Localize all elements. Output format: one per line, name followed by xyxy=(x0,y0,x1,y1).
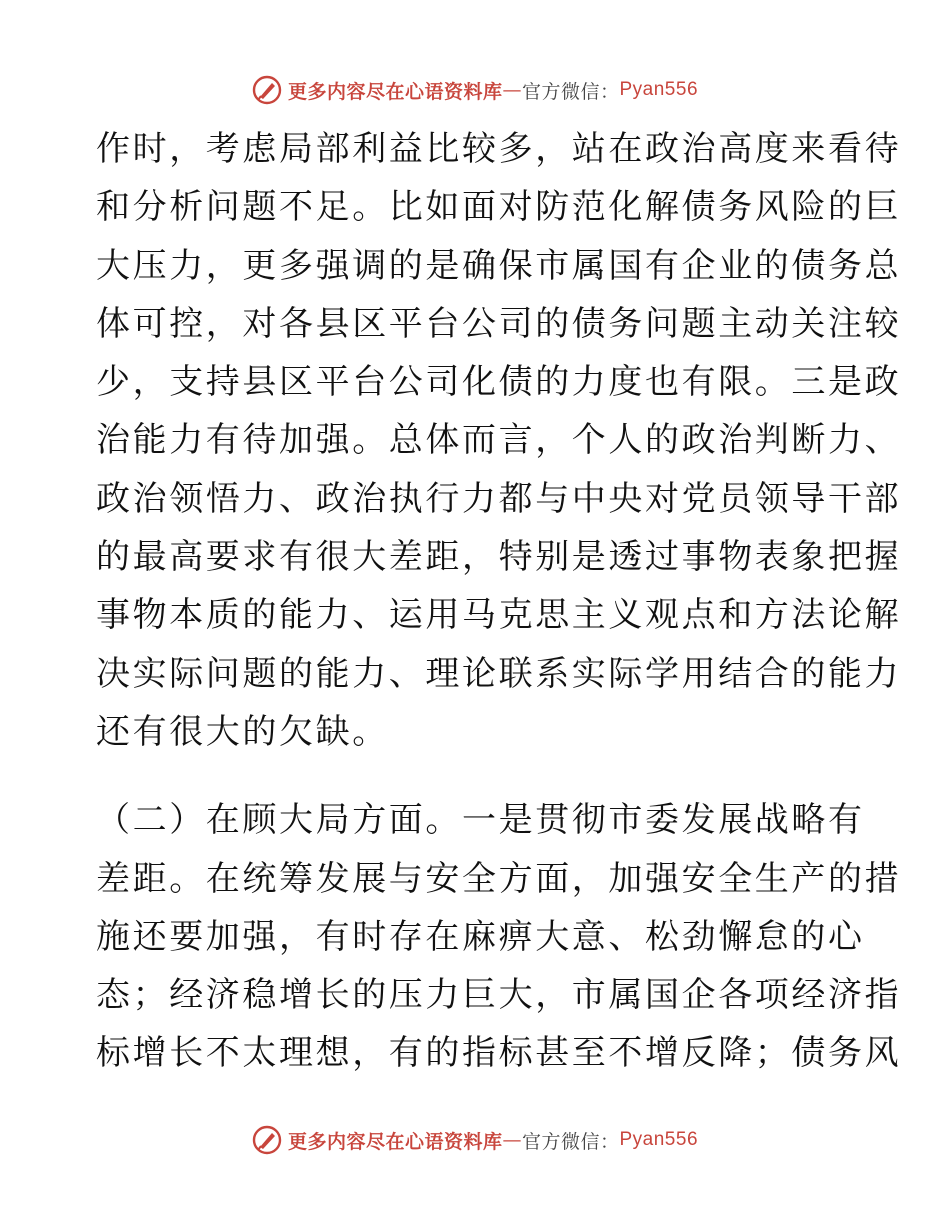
banner-wechat-id: Pyan556 xyxy=(619,79,699,100)
text-line: 态；经济稳增长的压力巨大，市属国企各项经济指 xyxy=(96,975,902,1016)
quill-logo-icon xyxy=(252,1125,282,1155)
text-line: 的最高要求有很大差距，特别是透过事物表象把握 xyxy=(96,537,902,578)
footer-banner xyxy=(0,1120,950,1160)
text-line: （二）在顾大局方面。一是贯彻市委发展战略有 xyxy=(96,800,865,841)
text-line: 事物本质的能力、运用马克思主义观点和方法论解 xyxy=(96,595,902,636)
text-line: 施还要加强，有时存在麻痹大意、松劲懈怠的心 xyxy=(96,916,865,957)
text-line: 大压力，更多强调的是确保市属国有企业的债务总 xyxy=(96,245,902,286)
text-line: 作时，考虑局部利益比较多，站在政治高度来看待 xyxy=(96,129,902,169)
text-line: 标增长不太理想，有的指标甚至不增反降；债务风 xyxy=(96,1033,902,1074)
header-banner xyxy=(0,70,950,110)
text-line: 少，支持县区平台公司化债的力度也有限。三是政 xyxy=(96,362,902,403)
banner-title: 更多内容尽在心语资料库 xyxy=(287,80,503,103)
text-line: 差距。在统筹发展与安全方面，加强安全生产的措 xyxy=(96,858,902,899)
banner-dash: — xyxy=(502,79,522,101)
text-line: 政治领悟力、政治执行力都与中央对党员领导干部 xyxy=(96,478,902,519)
text-line: 决实际问题的能力、理论联系实际学用结合的能力 xyxy=(96,653,902,694)
banner-wechat-label: 官方微信： xyxy=(521,1130,620,1153)
text-line: 和分析问题不足。比如面对防范化解债务风险的巨 xyxy=(96,187,902,228)
text-line: 还有很大的欠缺。 xyxy=(96,711,389,752)
paragraph-1 xyxy=(96,120,902,761)
quill-logo-icon xyxy=(252,75,282,105)
text-line: 体可控，对各县区平台公司的债务问题主动关注较 xyxy=(96,303,902,344)
banner-wechat-label: 官方微信： xyxy=(521,80,620,103)
document-body xyxy=(96,120,902,1083)
banner-wechat-id: Pyan556 xyxy=(619,1129,699,1150)
banner-dash: — xyxy=(502,1129,522,1151)
banner-title: 更多内容尽在心语资料库 xyxy=(287,1130,503,1153)
paragraph-2 xyxy=(96,791,902,1082)
paragraph-gap xyxy=(96,761,856,791)
text-line: 治能力有待加强。总体而言，个人的政治判断力、 xyxy=(96,420,902,461)
